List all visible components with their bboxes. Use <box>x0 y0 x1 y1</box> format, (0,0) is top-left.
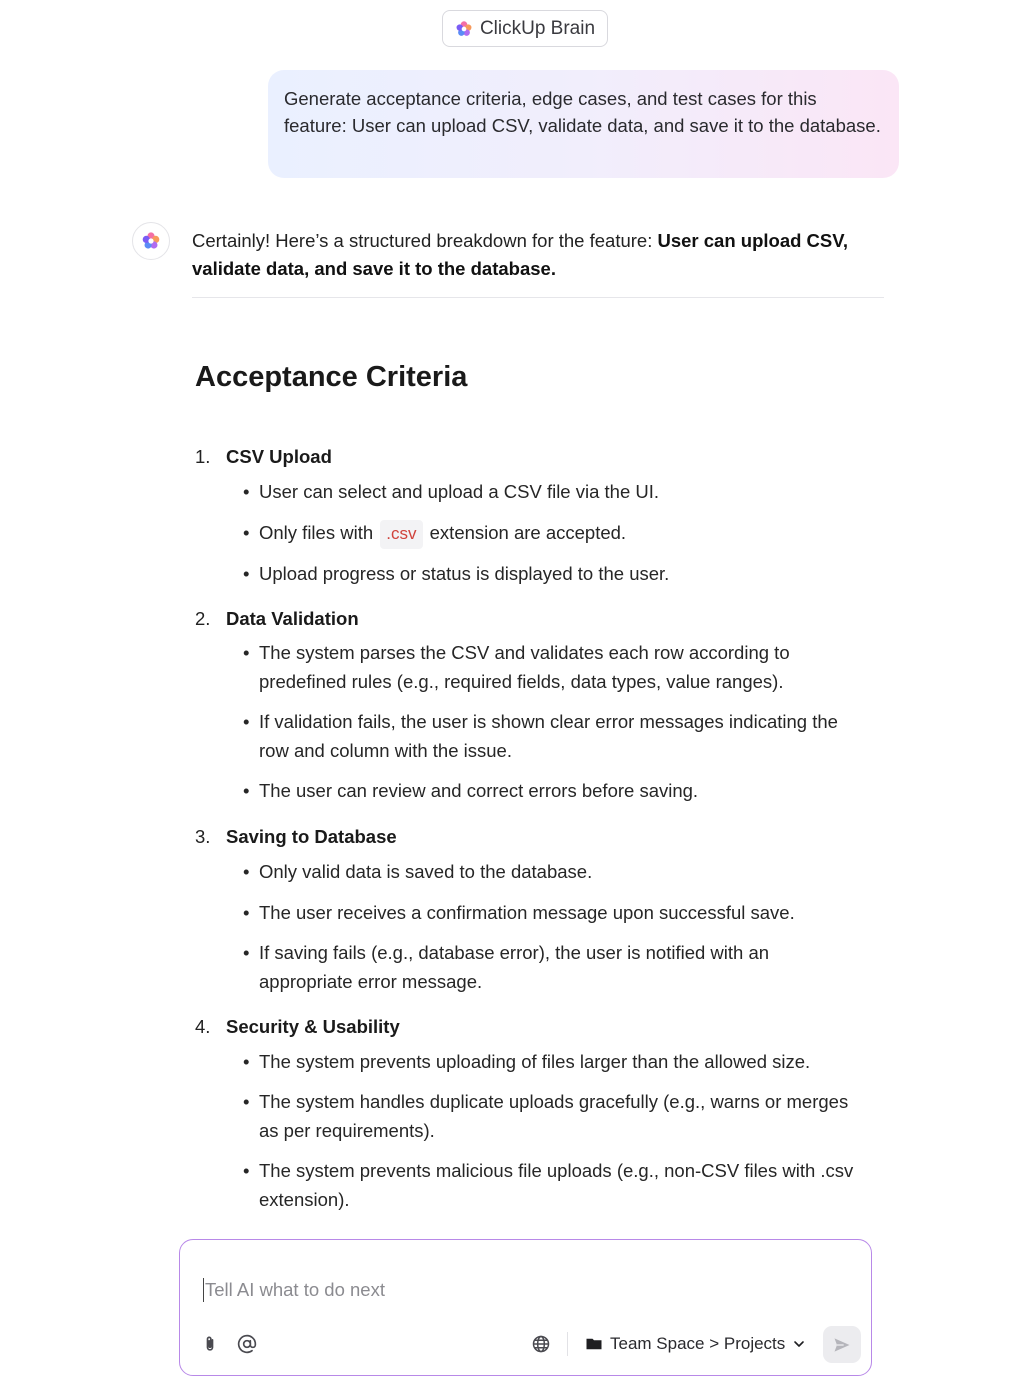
inline-code: .csv <box>380 520 422 549</box>
folder-icon <box>584 1335 604 1353</box>
location-label: Team Space > Projects <box>610 1334 786 1353</box>
criteria-item-1 <box>195 446 332 468</box>
clickup-brain-avatar-icon <box>141 231 161 251</box>
item-number: 2. <box>195 608 211 629</box>
ai-intro-feature: User can upload CSV, validate data, and save it to the database. <box>192 230 849 279</box>
list-item: • Only valid data is saved to the database. <box>243 861 593 882</box>
item-number: 4. <box>195 1016 211 1037</box>
list-item: • Upload progress or status is displayed to the user. <box>243 563 670 584</box>
section-title: Acceptance Criteria <box>195 361 468 393</box>
ai-intro-text <box>192 227 882 283</box>
item-number: 1. <box>195 446 211 467</box>
list-item: • User can select and upload a CSV file via the UI. <box>243 481 660 502</box>
list-item: • The user receives a confirmation message upon successful save. <box>243 902 795 923</box>
ai-avatar <box>132 222 170 260</box>
divider <box>192 297 884 298</box>
list-item: • The user can review and correct errors before saving. <box>243 780 699 801</box>
badge-label: ClickUp Brain <box>479 17 596 39</box>
user-message-text: Generate acceptance criteria, edge cases, and test cases for this feature: User can upload CSV, validate data, and save it to the database. <box>284 88 881 136</box>
list-item: • The system handles duplicate uploads gracefully (e.g., warns or merges as per requirements). <box>243 1091 849 1141</box>
criteria-item-2 <box>195 608 359 630</box>
criteria-item-3 <box>195 826 397 848</box>
list-item: • The system prevents malicious file uploads (e.g., non-CSV files with .csv extension). <box>243 1160 854 1210</box>
clickup-brain-logo-icon <box>455 20 473 38</box>
list-item: • If validation fails, the user is shown clear error messages indicating the row and column with the issue. <box>243 711 838 761</box>
item-title: CSV Upload <box>226 446 332 467</box>
list-item: • The system prevents uploading of files larger than the allowed size. <box>243 1051 811 1072</box>
ai-composer <box>179 1239 872 1376</box>
list-item: • If saving fails (e.g., database error), the user is notified with an appropriate error message. <box>243 942 770 992</box>
toolbar-separator <box>567 1332 568 1356</box>
item-title: Data Validation <box>226 608 359 629</box>
item-title: Security & Usability <box>226 1016 400 1037</box>
globe-icon[interactable] <box>530 1333 552 1355</box>
paperclip-icon[interactable] <box>199 1333 221 1355</box>
chevron-down-icon <box>791 1336 807 1352</box>
location-selector[interactable] <box>584 1331 807 1357</box>
criteria-item-4 <box>195 1016 400 1038</box>
item-title: Saving to Database <box>226 826 397 847</box>
ai-intro-prefix: Certainly! Here’s a structured breakdown for the feature: <box>192 230 658 251</box>
list-item: • Only files with .csv extension are accepted. <box>243 519 863 549</box>
list-item: • The system parses the CSV and validates each row according to predefined rules (e.g., required fields, data types, value ranges). <box>243 642 790 692</box>
at-mention-icon[interactable] <box>236 1333 258 1355</box>
prompt-input[interactable] <box>203 1278 803 1302</box>
send-icon <box>832 1335 852 1355</box>
user-message-bubble <box>268 70 899 178</box>
clickup-brain-badge[interactable] <box>442 10 608 47</box>
send-button[interactable] <box>823 1326 861 1363</box>
item-number: 3. <box>195 826 211 847</box>
